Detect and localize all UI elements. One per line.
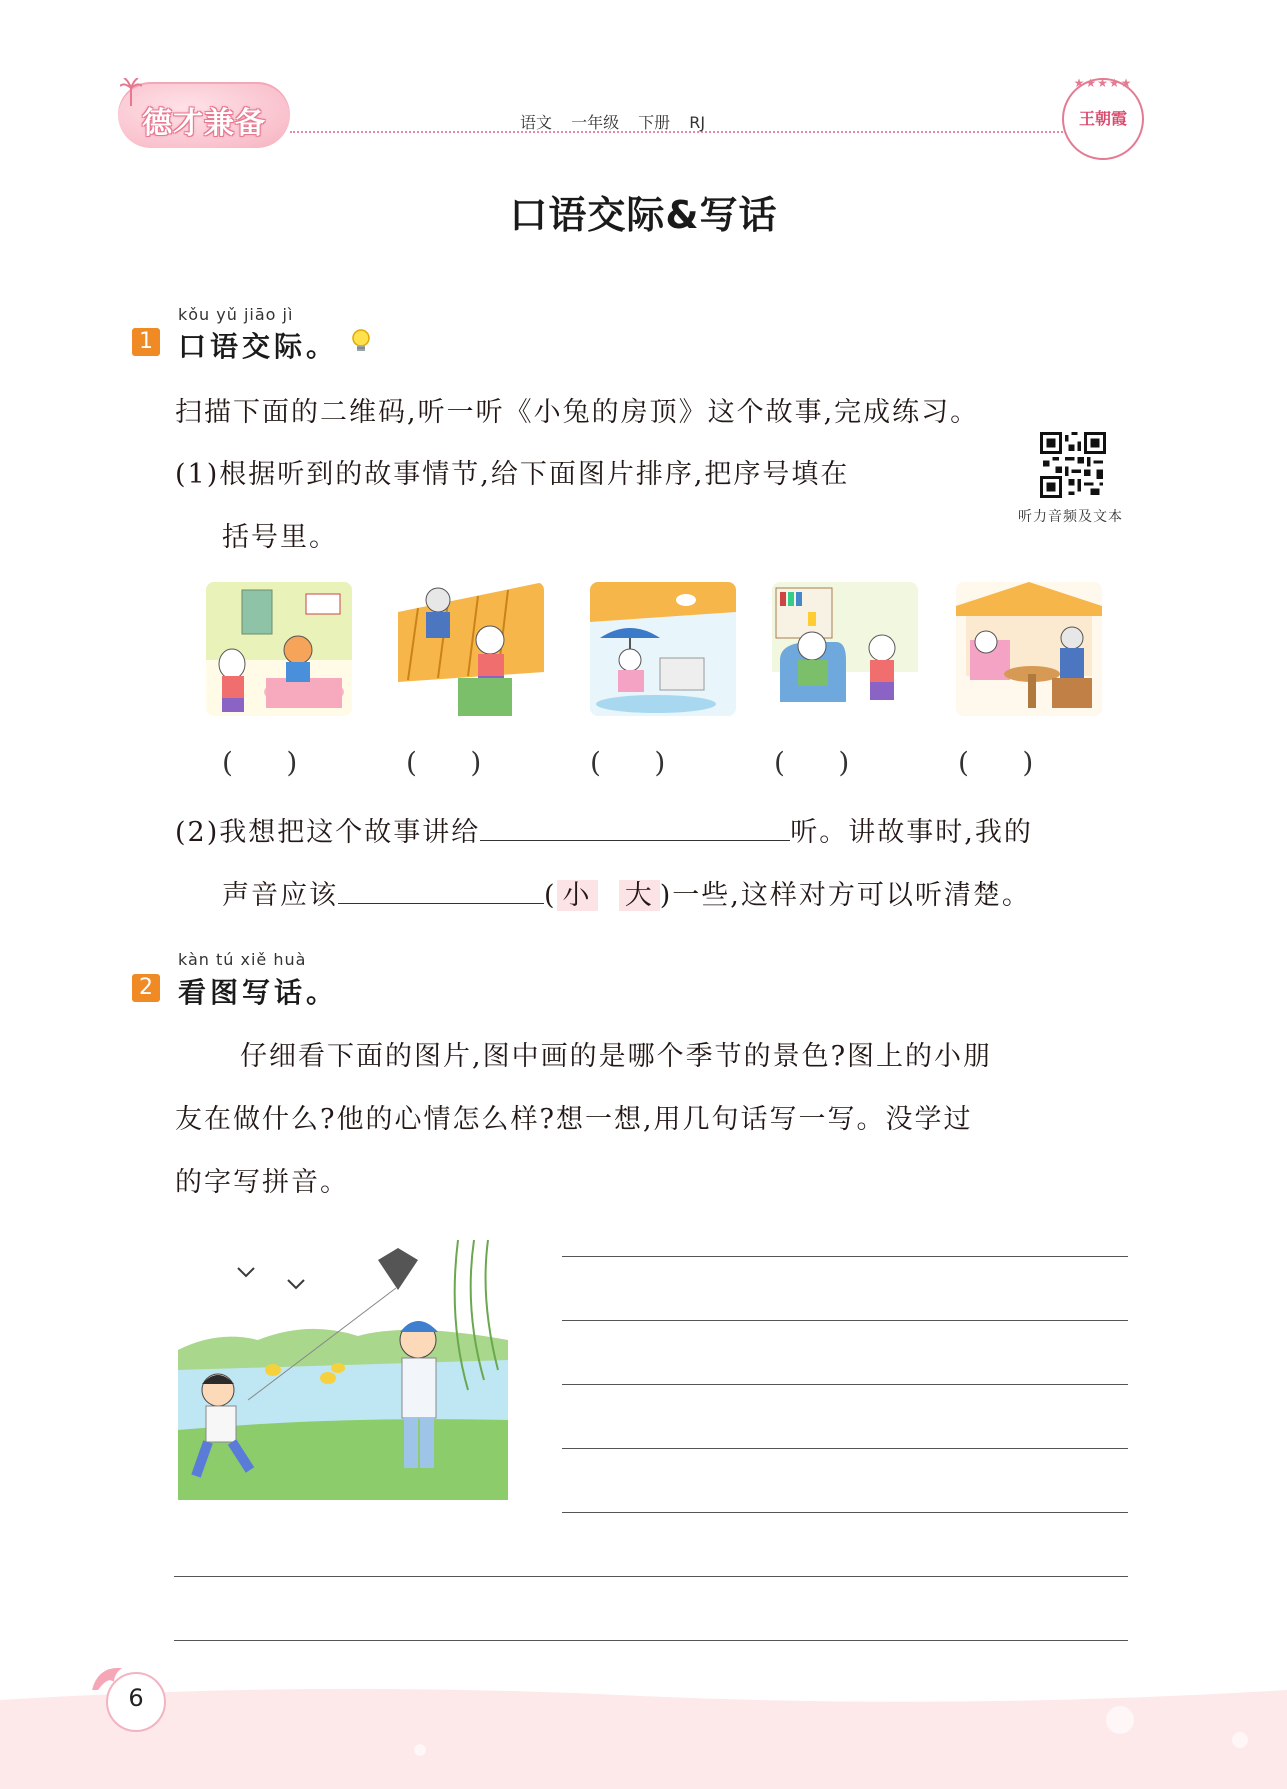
section1-number-badge: 1 <box>132 328 160 356</box>
writing-line-7[interactable] <box>174 1640 1128 1641</box>
section2-pinyin: kàn tú xiě huà <box>178 950 307 969</box>
lightbulb-icon <box>350 328 372 354</box>
q2-line2-prefix: 声音应该 <box>222 880 338 911</box>
book-meta: 语文 一年级 下册 RJ <box>520 113 706 132</box>
q1-line1: (1)根据听到的故事情节,给下面图片排序,把序号填在 <box>175 459 850 490</box>
q2-open: ( <box>544 880 557 911</box>
q2-mid: 听。讲故事时,我的 <box>790 817 1033 848</box>
section2-number-badge: 2 <box>132 974 160 1002</box>
story-picture-3 <box>590 582 736 716</box>
writing-line-6[interactable] <box>174 1576 1128 1577</box>
kite-flying-illustration <box>178 1240 508 1500</box>
section2-line1: 仔细看下面的图片,图中画的是哪个季节的景色?图上的小朋 <box>240 1041 993 1072</box>
footer-decoration <box>0 1680 1287 1789</box>
q2-close: )一些,这样对方可以听清楚。 <box>659 880 1031 911</box>
writing-line-4[interactable] <box>562 1448 1128 1449</box>
writing-line-5[interactable] <box>562 1512 1128 1513</box>
section1-pinyin: kǒu yǔ jiāo jì <box>178 305 294 324</box>
q2-line1 <box>175 810 1033 849</box>
q2-line2 <box>222 873 1031 912</box>
order-blank-4[interactable]: ( ) <box>774 746 850 779</box>
story-picture-4 <box>772 582 918 716</box>
qr-caption: 听力音频及文本 <box>1018 509 1123 525</box>
order-blank-2[interactable]: ( ) <box>406 746 482 779</box>
writing-line-3[interactable] <box>562 1384 1128 1385</box>
seal-name: 王朝霞 <box>1078 109 1127 128</box>
writing-line-1[interactable] <box>562 1256 1128 1257</box>
option-small[interactable]: 小 <box>557 880 598 911</box>
order-blank-1[interactable]: ( ) <box>222 746 298 779</box>
story-picture-5 <box>956 582 1102 716</box>
voice-blank[interactable] <box>338 879 544 904</box>
section1-intro: 扫描下面的二维码,听一听《小兔的房顶》这个故事,完成练习。 <box>175 397 980 428</box>
page-number: 6 <box>128 1684 144 1712</box>
option-big[interactable]: 大 <box>619 880 660 911</box>
section2-line2: 友在做什么?他的心情怎么样?想一想,用几句话写一写。没学过 <box>175 1104 973 1135</box>
story-picture-1 <box>206 582 352 716</box>
story-picture-2 <box>398 582 544 716</box>
order-blank-3[interactable]: ( ) <box>590 746 666 779</box>
q1-line2: 括号里。 <box>222 522 338 553</box>
page-title: 口语交际&写话 <box>509 193 778 237</box>
brand-logo-text: 德才兼备 <box>142 106 266 141</box>
q2-prefix: (2)我想把这个故事讲给 <box>175 817 481 848</box>
listener-blank[interactable] <box>480 816 790 841</box>
qr-code[interactable] <box>1040 432 1106 498</box>
section1-heading: 口语交际。 <box>178 330 339 363</box>
section2-line3: 的字写拼音。 <box>175 1167 349 1198</box>
seal-stars: ★★★★★ <box>1073 76 1133 90</box>
writing-line-2[interactable] <box>562 1320 1128 1321</box>
section2-heading: 看图写话。 <box>178 976 339 1009</box>
order-blank-5[interactable]: ( ) <box>958 746 1034 779</box>
